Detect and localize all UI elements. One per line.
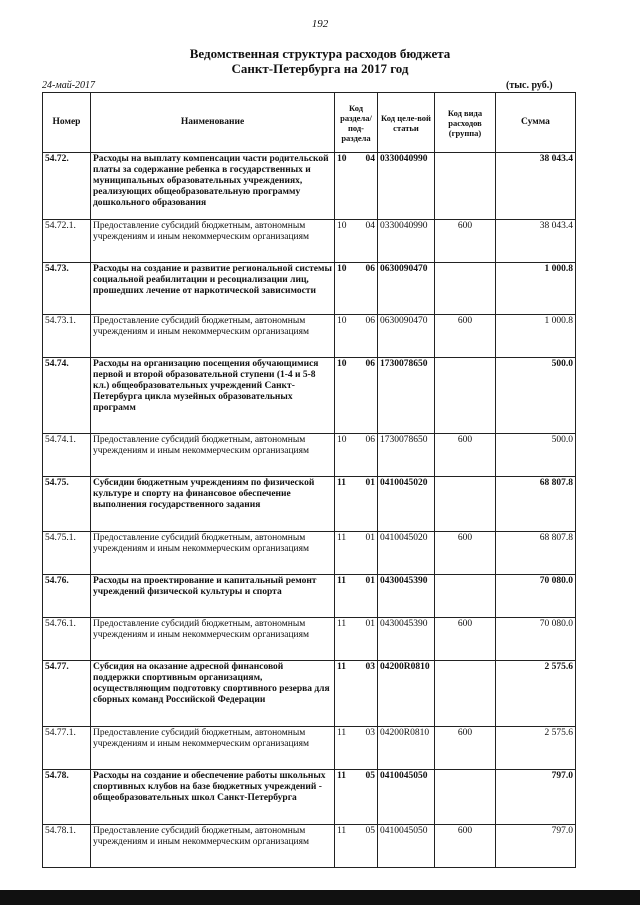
row-expense-type: 600 (435, 220, 496, 263)
row-number: 54.73.1. (43, 315, 91, 358)
row-expense-type (435, 661, 496, 727)
section-code: 11 (337, 576, 346, 586)
row-amount: 38 043.4 (496, 220, 576, 263)
row-section-code (335, 434, 378, 477)
table-row (43, 220, 576, 263)
row-name: Расходы на создание и развитие региональной системы социальной реабилитации и ресоциализации лиц, прошедших лечение от наркотической зависимости (91, 263, 335, 315)
document-title (0, 46, 640, 76)
row-target-code: 0410045020 (378, 532, 435, 575)
table-row (43, 153, 576, 220)
row-amount: 797.0 (496, 770, 576, 825)
row-number: 54.74. (43, 358, 91, 434)
row-number: 54.75. (43, 477, 91, 532)
row-target-code: 0430045390 (378, 618, 435, 661)
row-section-code (335, 263, 378, 315)
row-name: Расходы на выплату компенсации части родительской платы за содержание ребенка в государственных и муниципальных образовательных учреждениях, реализующих общеобразовательную программу дошкольного образования (91, 153, 335, 220)
section-code: 11 (337, 619, 347, 629)
row-expense-type (435, 263, 496, 315)
row-amount: 2 575.6 (496, 727, 576, 770)
document-date: 24-май-2017 (42, 80, 96, 91)
section-code: 11 (337, 478, 346, 488)
table-row (43, 727, 576, 770)
scan-edge (0, 890, 640, 905)
row-expense-type (435, 575, 496, 618)
subsection-code: 04 (365, 221, 375, 231)
row-target-code: 0430045390 (378, 575, 435, 618)
section-code: 11 (337, 728, 347, 738)
row-number: 54.78.1. (43, 825, 91, 868)
table-row (43, 825, 576, 868)
row-section-code (335, 825, 378, 868)
row-section-code (335, 618, 378, 661)
row-target-code: 0410045050 (378, 770, 435, 825)
table-row (43, 263, 576, 315)
row-number: 54.76.1. (43, 618, 91, 661)
table-row (43, 315, 576, 358)
table-row (43, 434, 576, 477)
header-expense-type: Код вида расходов (группа) (435, 93, 496, 153)
row-amount: 38 043.4 (496, 153, 576, 220)
row-name: Расходы на организацию посещения обучающимися первой и второй образовательной ступени (1-4 и 5-8 кл.) общеобразовательных учреждений Санкт-Петербурга цикла музейных образовательных программ (91, 358, 335, 434)
page-number: 192 (311, 18, 329, 30)
subsection-code: 01 (365, 478, 375, 488)
section-code: 10 (337, 435, 347, 445)
section-code: 11 (337, 662, 346, 672)
row-target-code: 0330040990 (378, 220, 435, 263)
row-number: 54.77. (43, 661, 91, 727)
subsection-code: 06 (365, 316, 375, 326)
row-number: 54.78. (43, 770, 91, 825)
row-name: Предоставление субсидий бюджетным, автономным учреждениям и иным некоммерческим организациям (91, 315, 335, 358)
subsection-code: 01 (365, 619, 375, 629)
section-code: 11 (337, 826, 347, 836)
row-number: 54.73. (43, 263, 91, 315)
section-code: 11 (337, 771, 346, 781)
row-expense-type (435, 153, 496, 220)
table-row (43, 770, 576, 825)
row-name: Предоставление субсидий бюджетным, автономным учреждениям и иным некоммерческим организациям (91, 532, 335, 575)
header-number: Номер (43, 93, 91, 153)
subsection-code: 01 (365, 576, 375, 586)
table-row (43, 358, 576, 434)
row-number: 54.75.1. (43, 532, 91, 575)
row-amount: 500.0 (496, 358, 576, 434)
section-code: 10 (337, 154, 347, 164)
subsection-code: 05 (365, 771, 375, 781)
row-target-code: 0410045050 (378, 825, 435, 868)
section-code: 10 (337, 264, 347, 274)
header-amount: Сумма (496, 93, 576, 153)
row-number: 54.76. (43, 575, 91, 618)
row-amount: 68 807.8 (496, 477, 576, 532)
table-row (43, 661, 576, 727)
row-name: Субсидии бюджетным учреждениям по физической культуре и спорту на финансовое обеспечение выполнения государственного задания (91, 477, 335, 532)
row-amount: 2 575.6 (496, 661, 576, 727)
subsection-code: 06 (365, 264, 375, 274)
subsection-code: 05 (365, 826, 375, 836)
row-expense-type (435, 477, 496, 532)
row-expense-type: 600 (435, 618, 496, 661)
row-amount: 68 807.8 (496, 532, 576, 575)
row-expense-type: 600 (435, 532, 496, 575)
row-expense-type (435, 770, 496, 825)
budget-table (42, 92, 576, 868)
subsection-code: 04 (365, 154, 375, 164)
row-section-code (335, 575, 378, 618)
row-name: Предоставление субсидий бюджетным, автономным учреждениям и иным некоммерческим организациям (91, 618, 335, 661)
row-target-code: 1730078650 (378, 434, 435, 477)
row-section-code (335, 532, 378, 575)
row-number: 54.72.1. (43, 220, 91, 263)
section-code: 10 (337, 221, 347, 231)
row-amount: 70 080.0 (496, 575, 576, 618)
row-expense-type (435, 358, 496, 434)
row-expense-type: 600 (435, 727, 496, 770)
table-row (43, 532, 576, 575)
row-number: 54.72. (43, 153, 91, 220)
row-name: Предоставление субсидий бюджетным, автономным учреждениям и иным некоммерческим организациям (91, 727, 335, 770)
section-code: 11 (337, 533, 347, 543)
table-row (43, 618, 576, 661)
row-name: Предоставление субсидий бюджетным, автономным учреждениям и иным некоммерческим организациям (91, 825, 335, 868)
row-target-code: 0630090470 (378, 263, 435, 315)
row-section-code (335, 661, 378, 727)
table-row (43, 477, 576, 532)
row-section-code (335, 220, 378, 263)
row-target-code: 0630090470 (378, 315, 435, 358)
row-target-code: 0330040990 (378, 153, 435, 220)
subsection-code: 03 (365, 662, 375, 672)
row-name: Субсидия на оказание адресной финансовой поддержки спортивным организациям, осуществляющим подготовку спортивного резерва для сборных команд Российской Федерации (91, 661, 335, 727)
title-line-2: Санкт-Петербурга на 2017 год (231, 61, 409, 76)
row-target-code: 1730078650 (378, 358, 435, 434)
row-section-code (335, 315, 378, 358)
row-section-code (335, 358, 378, 434)
row-amount: 70 080.0 (496, 618, 576, 661)
row-amount: 1 000.8 (496, 315, 576, 358)
header-name: Наименование (91, 93, 335, 153)
row-section-code (335, 153, 378, 220)
row-target-code: 04200R0810 (378, 661, 435, 727)
row-name: Предоставление субсидий бюджетным, автономным учреждениям и иным некоммерческим организациям (91, 434, 335, 477)
header-target-code: Код целе-вой статьи (378, 93, 435, 153)
section-code: 10 (337, 359, 347, 369)
row-section-code (335, 477, 378, 532)
row-target-code: 0410045020 (378, 477, 435, 532)
row-expense-type: 600 (435, 825, 496, 868)
title-line-1: Ведомственная структура расходов бюджета (189, 46, 451, 61)
subsection-code: 01 (365, 533, 375, 543)
subsection-code: 06 (365, 435, 375, 445)
row-number: 54.77.1. (43, 727, 91, 770)
subsection-code: 03 (365, 728, 375, 738)
row-amount: 797.0 (496, 825, 576, 868)
row-amount: 1 000.8 (496, 263, 576, 315)
row-name: Расходы на проектирование и капитальный ремонт учреждений физической культуры и спорта (91, 575, 335, 618)
row-section-code (335, 727, 378, 770)
row-expense-type: 600 (435, 315, 496, 358)
subsection-code: 06 (365, 359, 375, 369)
row-section-code (335, 770, 378, 825)
row-number: 54.74.1. (43, 434, 91, 477)
units-label: (тыс. руб.) (506, 80, 553, 91)
header-section-code: Код раздела/ под-раздела (335, 93, 378, 153)
row-amount: 500.0 (496, 434, 576, 477)
row-name: Расходы на создание и обеспечение работы школьных спортивных клубов на базе бюджетных учреждений - общеобразовательных школ Санкт-Петербурга (91, 770, 335, 825)
table-row (43, 575, 576, 618)
section-code: 10 (337, 316, 347, 326)
row-name: Предоставление субсидий бюджетным, автономным учреждениям и иным некоммерческим организациям (91, 220, 335, 263)
row-target-code: 04200R0810 (378, 727, 435, 770)
row-expense-type: 600 (435, 434, 496, 477)
